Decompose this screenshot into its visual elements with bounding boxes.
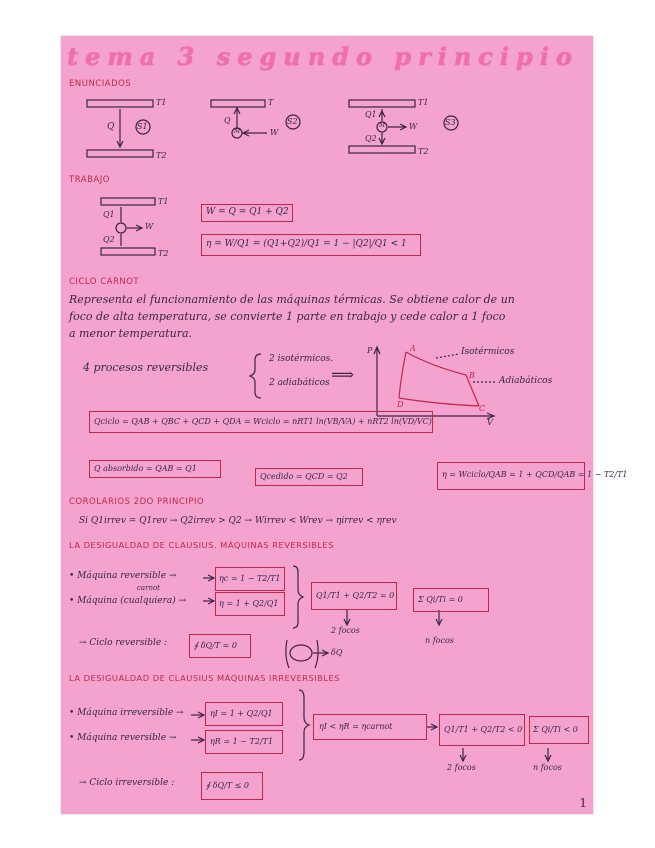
d2-m: M <box>234 128 241 135</box>
irrev-m1: • Máquina irreversible → <box>69 708 184 718</box>
irrev-ciclo-box <box>201 772 263 800</box>
reservoir-2 <box>211 100 265 107</box>
irrev-sum2: Q1/T1 + Q2/T2 < 0 <box>444 725 523 734</box>
irrev-ciclo: → Ciclo irreversible : <box>79 778 175 788</box>
corolario-line: Si Q1irrev = Q1rev → Q2irrev > Q2 → Wirrev < Wrev → ηirrev < ηrev <box>79 516 397 526</box>
rev-nfocos: n focos <box>425 636 454 645</box>
d3-m: M <box>379 122 386 129</box>
irrev-nfocos: n focos <box>533 763 562 772</box>
qced-box <box>255 468 363 486</box>
irrev-sumn: Σ Qi/Ti < 0 <box>533 725 578 734</box>
rev-m2-box <box>215 592 285 616</box>
reservoir-hot-work <box>101 198 155 205</box>
rev-sumn: Σ Qi/Ti = 0 <box>418 595 463 604</box>
d2-q: Q <box>224 116 231 125</box>
d3-q1: Q1 <box>365 110 377 119</box>
d2-t: T <box>268 98 274 107</box>
carnot-text-2: foco de alta temperatura, se convierte 1 parte en trabajo y cede calor a 1 foco <box>69 310 506 323</box>
eta-carnot-box <box>437 462 628 490</box>
work-q1: Q1 <box>103 210 115 219</box>
page-number: 1 <box>579 796 587 810</box>
irrev-m1-box <box>205 702 283 726</box>
work-t1: T1 <box>158 197 169 206</box>
heading-ciclo-carnot: CICLO CARNOT <box>69 277 140 287</box>
work-w: W <box>145 222 154 231</box>
pv-point-b: B <box>469 371 475 380</box>
d1-t1: T1 <box>156 98 167 107</box>
rev-m2: • Máquina (cualquiera) → <box>69 596 187 606</box>
qciclo-eq: Qciclo = QAB + QBC + QCD + QDA = Wciclo = nRT1 ln(VB/VA) + nRT2 ln(VD/VC) <box>94 417 432 426</box>
d3-q2: Q2 <box>365 134 377 143</box>
pv-point-d: D <box>397 400 404 409</box>
pv-point-a: A <box>410 344 416 353</box>
carnot-implies: ⟹ <box>331 365 354 384</box>
heading-enunciados: ENUNCIADOS <box>69 79 132 89</box>
qciclo-box <box>89 411 433 433</box>
carnot-adia: 2 adiabáticos <box>269 378 330 388</box>
carnot-text-3: a menor temperatura. <box>69 327 193 340</box>
rev-m1-eq: ηc = 1 − T2/T1 <box>219 574 281 583</box>
reservoir-hot-1 <box>87 100 153 107</box>
irrev-cmp-box <box>313 714 427 740</box>
notes-page <box>61 36 628 814</box>
d2-s2: S2 <box>287 117 298 126</box>
d3-t1: T1 <box>418 98 429 107</box>
rev-dq: δQ <box>331 648 343 657</box>
d3-s3: S3 <box>445 118 456 127</box>
work-q2: Q2 <box>103 235 115 244</box>
irrev-m2: • Máquina reversible → <box>69 733 177 743</box>
heading-desigualdad-reversibles: LA DESIGUALDAD DE CLAUSIUS. MÁQUINAS REVERSIBLES <box>69 540 334 550</box>
work-eq1: W = Q = Q1 + Q2 <box>206 207 289 217</box>
work-eq1-box <box>201 204 293 222</box>
pv-point-c: C <box>479 404 486 413</box>
irrev-2focos: 2 focos <box>447 763 476 772</box>
work-t2: T2 <box>158 249 169 258</box>
d3-t2: T2 <box>418 147 429 156</box>
qabs-box <box>89 460 221 478</box>
irrev-m2-eq: ηR = 1 − T2/T1 <box>210 737 274 746</box>
eta-carnot-eq: η = Wciclo/QAB = 1 + QCD/QAB = 1 − T2/T1 <box>442 470 628 479</box>
irrev-m2-box <box>205 730 283 754</box>
d3-w: W <box>409 122 418 131</box>
d2-w: W <box>270 128 279 137</box>
reservoir-cold-work <box>101 248 155 255</box>
rev-sum2-box <box>311 582 397 610</box>
rev-sumn-box <box>413 588 489 612</box>
heading-corolarios: COROLARIOS 2DO PRINCIPIO <box>69 497 205 507</box>
heading-desigualdad-irreversibles: LA DESIGUALDAD DE CLAUSIUS MÁQUINAS IRREVERSIBLES <box>69 673 340 683</box>
irrev-ciclo-eq: ∮ δQ/T ≤ 0 <box>206 781 249 790</box>
pv-v-label: V <box>487 418 493 427</box>
rev-m2-eq: η = 1 + Q2/Q1 <box>219 599 279 608</box>
pv-lbl-adia: Adiabáticos <box>499 376 553 386</box>
reservoir-cold-3 <box>349 146 415 153</box>
rev-2focos: 2 focos <box>331 626 360 635</box>
rev-ciclo-box <box>189 634 251 658</box>
engine-work <box>116 223 126 233</box>
reservoir-cold-1 <box>87 150 153 157</box>
irrev-cmp: ηI < ηR = ηcarnot <box>319 722 393 731</box>
qced-eq: Qcedido = QCD = Q2 <box>260 472 348 481</box>
pv-lbl-iso: Isotérmicos <box>461 347 515 357</box>
d1-s1: S1 <box>137 122 148 131</box>
rev-m1: • Máquina reversible → <box>69 571 177 581</box>
work-eq2: η = W/Q1 = (Q1+Q2)/Q1 = 1 − |Q2|/Q1 < 1 <box>206 239 407 249</box>
carnot-iso: 2 isotérmicos. <box>269 354 334 364</box>
page-title: tema 3 segundo principio <box>67 42 579 71</box>
heading-trabajo: TRABAJO <box>69 175 110 185</box>
irrev-sum2-box <box>439 714 525 746</box>
rev-ciclo-eq: ∮ δQ/T = 0 <box>194 641 237 650</box>
pv-p-label: P <box>367 346 373 355</box>
rev-m1-note: carnot <box>137 584 160 592</box>
rev-sum2: Q1/T1 + Q2/T2 = 0 <box>316 591 395 600</box>
rev-m1-box <box>215 567 285 591</box>
irrev-sumn-box <box>529 716 589 744</box>
qabs-eq: Q absorbido = QAB = Q1 <box>94 464 197 473</box>
work-eq2-box <box>201 234 421 256</box>
rev-ciclo: → Ciclo reversible : <box>79 638 168 648</box>
carnot-text-1: Representa el funcionamiento de las máquinas térmicas. Se obtiene calor de un <box>69 293 515 306</box>
d1-t2: T2 <box>156 151 167 160</box>
reservoir-hot-3 <box>349 100 415 107</box>
irrev-m1-eq: ηI = 1 + Q2/Q1 <box>210 709 273 718</box>
d1-q: Q <box>107 122 115 132</box>
carnot-procesos: 4 procesos reversibles <box>83 361 209 374</box>
